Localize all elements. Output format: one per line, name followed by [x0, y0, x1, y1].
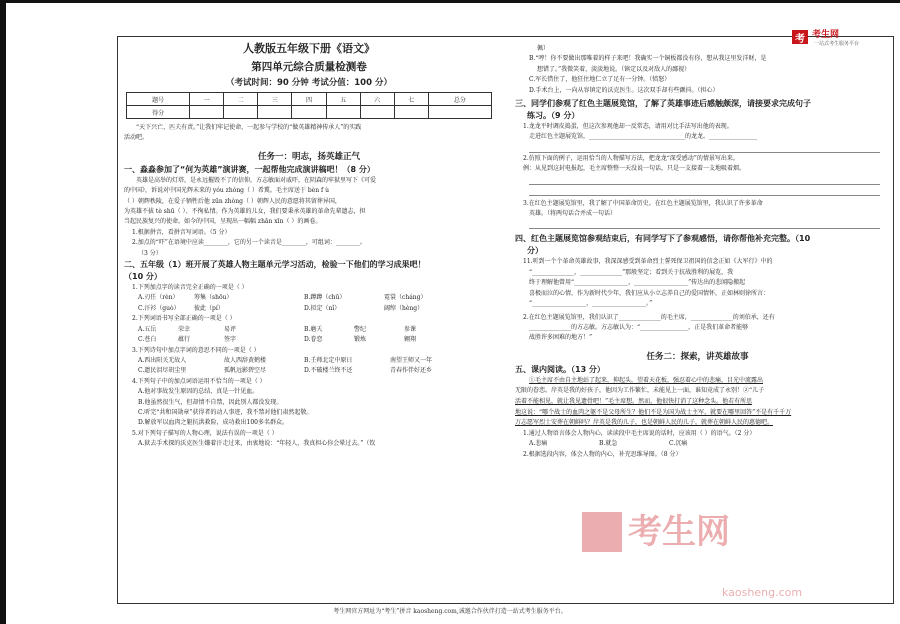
option-b[interactable]: B.就急	[599, 440, 618, 448]
option-c[interactable]: C.听完“共和国勋章”获得者的动人事迹，我不禁对他们肃然起敬。	[138, 408, 313, 416]
option-b[interactable]: B.“哼！你不要做出那唯着的样子来吧！我确实一个铜板都没有你，想从我这里发洋财，是	[529, 55, 767, 63]
option-word: 签字	[224, 336, 237, 344]
q3-p2: 2.仿照下面的例子，运用恰当的人物描写方法，把龙龙“深受感动”的情景写出来。	[523, 154, 739, 162]
task1-heading: 任务一：明志，扬英雄正气	[257, 151, 360, 162]
score-input-cell[interactable]	[394, 106, 428, 119]
q4-p2[interactable]: 2.在红色主题展览馆里，我们认识了______________的毛主席，______________的刘伯承，还有	[523, 313, 775, 321]
reading-line: ①毛主席不由自主地站了起来，抑起头，望着天花板，强忍着心中的悲痛，目光中流露出	[529, 376, 764, 384]
score-input-cell[interactable]	[292, 106, 326, 119]
score-table-header-row	[127, 93, 492, 106]
q3-p3-cont: 英雄。（将两句话合并成一句话）	[529, 210, 617, 218]
q2-sub1-options	[124, 293, 494, 303]
reading-line: 地这说：“哪个战士的血肉之躯不是父母所生？他们不是为国为战士主军，就要在哪里回答”不是有千千万	[515, 408, 792, 416]
q1-item: （3 分）	[138, 249, 162, 257]
score-input-cell[interactable]	[360, 106, 394, 119]
answer-line[interactable]	[529, 175, 880, 185]
q3-title: 三、同学们参观了红色主题展览馆，了解了英雄事迹后感触颇深，请接要求完成句子	[515, 99, 811, 109]
option-word: 故人西辞黄鹤楼	[224, 356, 267, 364]
option-c[interactable]: C.苍白	[138, 336, 157, 344]
page-footer: 考生网官方网址为“考生”拼音 kaosheng.com,诚邀合作伙伴打造一站式考生服务平台。	[333, 608, 567, 615]
table-cell: 七	[394, 93, 428, 106]
option-c[interactable]: C.遗民泪尽胡尘里	[138, 367, 187, 375]
table-cell: 五	[326, 93, 360, 106]
score-table	[126, 92, 492, 119]
option-d[interactable]: D.手术台上，一向从容镇定的沃克医生。这次双手却有些颤抖。（担心）	[529, 86, 719, 94]
q2-sub3-options	[124, 356, 494, 366]
q4-p2: 战胜许多困难的地方！”	[529, 334, 593, 342]
task2-heading: 任务二：探索，讲英雄故事	[646, 351, 749, 362]
q2-sub3: 3.下列诗句中加点字词的意思不同的一项是（ ）	[132, 346, 260, 354]
q2-sub1: 1.下列加点字的读音完全正确的一项是（ ）	[132, 284, 248, 292]
option-word: 孤帆远影碧空尽	[224, 367, 267, 375]
q2-sub2-options	[124, 335, 494, 345]
option-word: 易评	[224, 325, 237, 333]
watermark	[582, 512, 730, 552]
score-input-cell[interactable]	[258, 106, 292, 119]
option-d[interactable]: D.眷恋	[304, 336, 323, 344]
q2-sub5: 5.对下列句子描写的人物心理，说法有误的一项是（ ）	[132, 429, 278, 437]
logo-name: 考生网	[812, 30, 840, 40]
q1-line: （ ）朝辉秩陵，在爱子牺牲后他 zūn zhòng（ ）朝辉人民的意愿将其留葬异国，	[124, 197, 341, 205]
option-a[interactable]: A.西出阳关无故人	[138, 356, 187, 364]
exam-subtitle: 第四单元综合质量检测卷	[251, 61, 367, 73]
option-word: 阔绰（hèng）	[384, 304, 424, 312]
q1-title: 一、淼淼参加了“何为英雄”演讲赛，一起帮他完成演讲稿吧！（8 分）	[124, 164, 375, 174]
option-a[interactable]: A.他对事故发生原因的总结，真是一针见血。	[138, 388, 259, 396]
option-c[interactable]: C.军长惜住了，他狂住地仁立了足有一分钟。（愤怒）	[529, 76, 671, 84]
score-input-cell[interactable]	[190, 106, 224, 119]
table-cell: 得分	[127, 106, 190, 119]
q3-p3: 3.在红色主题展览馆里，我了解了中国革命历史。在红色主题展览馆里，我认识了许多革命	[523, 199, 763, 207]
watermark-text: 考生网	[628, 512, 730, 552]
q2-sub4: 4.下列句子中的加点词语运用不恰当的一项是（ ）	[132, 377, 266, 385]
option-word: 蕴行	[178, 336, 191, 344]
q3-p1-answer[interactable]: 走进红色主题展览馆，________________________________的龙龙。________________	[529, 133, 758, 141]
q2-sub2-options	[124, 325, 494, 335]
option-a[interactable]: A.刃任（rèn）	[138, 294, 179, 302]
option-a[interactable]: A.狱去手术探的沃克医生嫌着汗走过来，由衷地说：“年轻人，我真担心你会晕过去。”（钦	[138, 440, 376, 448]
table-cell: 四	[292, 93, 326, 106]
q4-title-cont: 分）	[527, 246, 543, 256]
answer-line[interactable]	[529, 219, 880, 229]
top-edge-bar	[0, 0, 900, 3]
right-column	[515, 44, 880, 460]
q2-title: 二、五年级（1）班开展了英雄人物主题单元学习活动，检验一下他们的学习成果吧！	[124, 260, 426, 270]
q4-p1: 喜极而泣的心情，作为新时代少年，我们应从小立志养自己的爱国情怀，正如林则徐所言：	[529, 289, 770, 297]
q1-item: 2.加点的“吓”在语境中应读________，它的另一个读音是________，可组词：________。	[132, 239, 366, 247]
intro-line: 活动吧。	[124, 134, 149, 142]
exam-title: 人教版五年级下册《语文》	[243, 42, 375, 55]
q1-item: 1.根据拼音，看拼音写词语。（5 分）	[132, 228, 231, 236]
option-word: 锻炼	[354, 336, 367, 344]
watermark-logo-icon	[582, 512, 622, 552]
reading-line: 活着不能相见，就让我见遗骨吧！”毛主席想。然而，他很快打消了这种念头。他若有所思	[515, 397, 753, 405]
table-cell: 一	[190, 93, 224, 106]
table-cell: 六	[360, 93, 394, 106]
table-cell: 总分	[428, 93, 491, 106]
option-word: 彼此（pí）	[194, 304, 224, 312]
q2-cont-line: 想错了。”我微笑着，淡淡地说。（镇定以及对敌人的鄙视）	[537, 65, 691, 73]
left-column	[124, 40, 494, 450]
option-word: 翱翔	[404, 336, 417, 344]
table-cell: 二	[224, 93, 258, 106]
q4-p1[interactable]: 终于理解他曾用“__________________，__________________”传达出的悲闻隐搬起	[529, 279, 746, 287]
option-word: 荣幸	[178, 325, 191, 333]
option-word: 警纪	[354, 325, 367, 333]
option-b[interactable]: B.磨夭	[304, 325, 323, 333]
q4-p1: 11.听到一个个革命英雄故事，我深深感受到革命烈士誓死保卫祖国的信念正如《大军行》中的	[523, 258, 773, 266]
q2-sub2: 2.下列词语书写全部正确的一项是（ ）	[132, 315, 236, 323]
option-b[interactable]: B.蹲蹲（chū）	[304, 294, 346, 302]
q3-p2-example: 例：从见到这封电报起，毛主席整整一天没说一句话，只是一支接着一支地吸着烟。	[523, 165, 746, 173]
q4-p2[interactable]: ______________的方志敏。方志敏认为：“________________，正是我们革命者能够	[529, 323, 749, 331]
q1-line: 的中国》，诉说对中国光辉未来的 yóu zhòng（ ）希冀。毛主席送于 bèn f ù	[124, 187, 329, 195]
option-word: 霓裳（cháng）	[384, 294, 427, 302]
table-cell: 三	[258, 93, 292, 106]
q3-p1: 1.龙龙平时调皮捣蛋，但这次参观他却一反常态，请用对比手法写出他的表现。	[523, 123, 733, 131]
intro-line: “天下兴亡，匹夫有责。”让我们牢记使命，一起参与学校的“做英雄精神传承人”的实践	[136, 124, 362, 131]
option-c[interactable]: C.汗衫（guò）	[138, 304, 180, 312]
watermark-sub: kaosheng.com	[722, 586, 803, 599]
score-input-cell[interactable]	[428, 106, 491, 119]
option-word: 参课	[404, 325, 417, 333]
score-input-cell[interactable]	[326, 106, 360, 119]
q2-sub1-options	[124, 304, 494, 314]
answer-line[interactable]	[529, 186, 880, 196]
option-b[interactable]: B.他虽然很生气，但却情不自禁，因此别人都没发现。	[138, 398, 283, 406]
q2-score: （10 分）	[124, 272, 162, 282]
left-edge-bar	[0, 0, 6, 624]
q5-title: 五、课内阅读。（13 分）	[515, 364, 605, 374]
option-d[interactable]: D.不破楼兰终不还	[304, 367, 353, 375]
q1-line: 英雄是高举的灯塔，是永远摧毁不了的信仰，方志敏面对戚吓，在阴森的牢狱里写下《可爱	[136, 176, 377, 184]
q4-title: 四、红色主题展览馆参观结束后，有同学写下了参观感悟，请你帮他补充完整。（10	[515, 234, 811, 244]
option-d[interactable]: D.拟定（nǐ）	[304, 304, 341, 312]
option-c[interactable]: C.沉痛	[669, 440, 688, 448]
exam-info: （考试时间：90 分钟 考试分值：100 分）	[226, 78, 392, 88]
table-cell: 题号	[127, 93, 190, 106]
reading-line: 无限的眷恋。岸英是我的好孩子，他因为工作繁忙，未能见上一面，谁知竟成了永别！②“儿子	[515, 387, 765, 395]
q1-line: 当起民族复兴的使命。如今的中国，呈现出一幅幅 zhān xīn（ ）的画卷。	[124, 218, 322, 226]
q3-title-cont: 练习。（9 分）	[527, 111, 580, 121]
q1-line: 为英雄不拔 tè shū（ ）、不徇私情。作为英雄的儿女，我们要秉承英雄的革命先辈遗志，担	[124, 208, 366, 216]
q5-item2: 2.根据选段内容，体会人物的内心，补充思维导图。（8 分）	[523, 450, 682, 458]
q4-p1[interactable]: “__________________，__________________。”	[529, 300, 653, 308]
q5-item1: 1.通过人物语言体会人物内心，读读段中毛主席说的话时，应该用（ ）的语气。（2 分）	[523, 429, 756, 437]
score-input-cell[interactable]	[224, 106, 258, 119]
score-table-score-row	[127, 106, 492, 119]
q5-item1-options	[515, 439, 880, 449]
q4-p1[interactable]: “______________，______________”那般坚定；看到关于抗战胜利的展览，我	[529, 268, 734, 276]
option-word: 筹集（shōu）	[194, 294, 233, 302]
option-d[interactable]: D.解放军以血肉之躯抗洪救险，成功救出100多名群众。	[138, 419, 288, 427]
reading-line: 万志愿军烈士安葬在朝鲜吗？岸英是我的儿子，也是朝鲜人民的儿子，就葬在朝鲜人民的惠德吧。	[515, 419, 774, 427]
answer-line[interactable]	[529, 143, 880, 153]
option-a[interactable]: A.悲痛	[529, 440, 548, 448]
logo-slogan: 一站式考生服务平台	[814, 41, 860, 47]
option-b[interactable]: B.壬师北定中原日	[304, 356, 353, 364]
option-word: 南望王师又一年	[390, 356, 433, 364]
option-a[interactable]: A.五岳	[138, 325, 157, 333]
q2-cont-line: 佩）	[537, 45, 550, 52]
q2-sub3-options	[124, 366, 494, 376]
logo-icon: 考	[792, 30, 808, 44]
option-word: 青春作伴好还乡	[390, 367, 433, 375]
